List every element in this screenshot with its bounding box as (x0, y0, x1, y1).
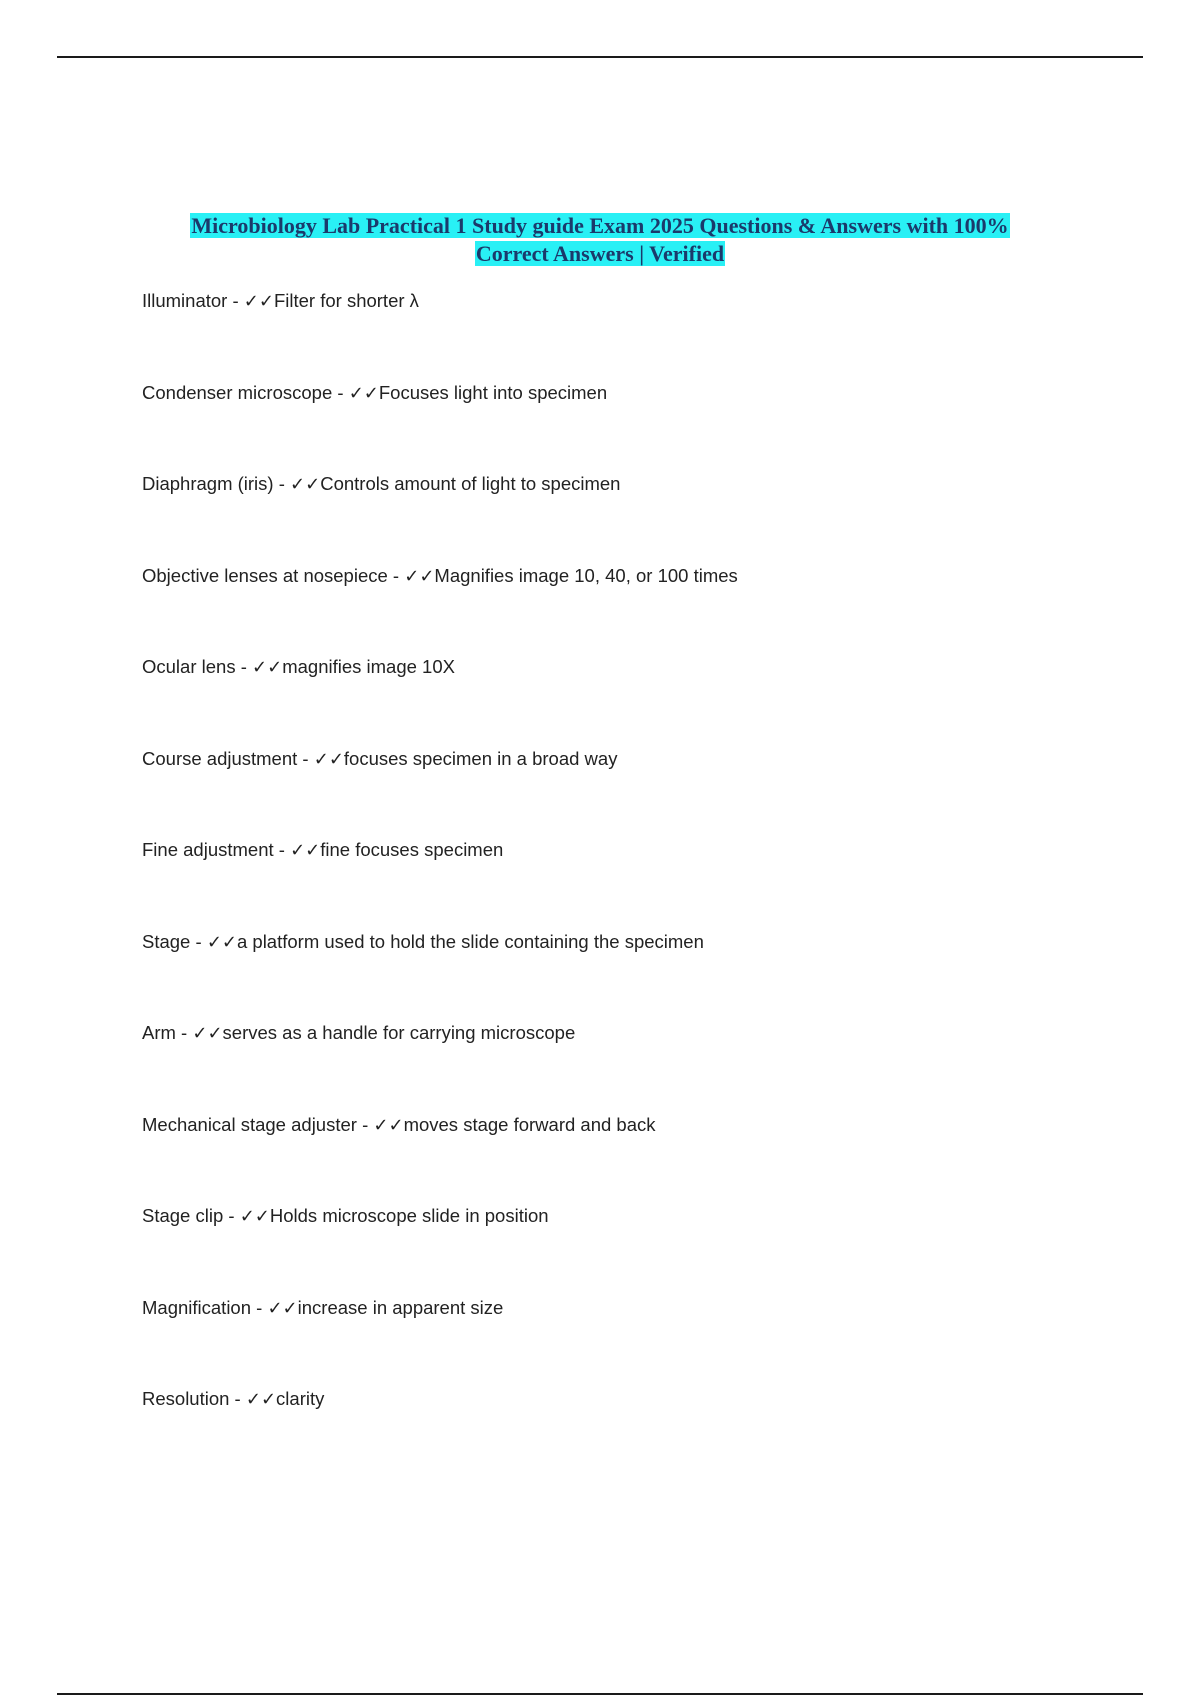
list-item (142, 652, 1102, 744)
separator: - (273, 473, 291, 494)
double-check-icon: ✓✓ (239, 1206, 270, 1227)
term-text: Magnification (142, 1296, 252, 1318)
separator: - (227, 290, 244, 311)
term-text: Diaphragm (iris) (142, 473, 274, 494)
term-text: Mechanical stage adjuster (142, 1113, 357, 1135)
list-item (142, 1293, 1102, 1385)
term-text: Objective lenses at nosepiece (142, 564, 388, 586)
separator: - (251, 1296, 268, 1318)
double-check-icon: ✓✓ (348, 382, 379, 404)
list-item (142, 1110, 1102, 1202)
term-text: Stage (142, 930, 191, 952)
double-check-icon: ✓✓ (192, 1023, 223, 1044)
answer-text: magnifies image 10X (282, 656, 455, 677)
separator: - (190, 930, 207, 952)
double-check-icon: ✓✓ (290, 840, 321, 861)
separator: - (235, 656, 253, 677)
double-check-icon: ✓✓ (243, 291, 274, 312)
double-check-icon: ✓✓ (290, 474, 321, 495)
answer-text: a platform used to hold the slide containing the specimen (236, 930, 704, 952)
qa-list (142, 286, 1102, 1476)
term-text: Ocular lens (142, 656, 236, 677)
separator: - (229, 1388, 246, 1409)
term-text: Fine adjustment (142, 839, 274, 860)
answer-text: Holds microscope slide in position (269, 1205, 549, 1226)
header-rule (57, 56, 1143, 58)
answer-text: serves as a handle for carrying microscope (222, 1022, 576, 1043)
double-check-icon: ✓✓ (252, 657, 283, 678)
separator: - (387, 564, 405, 586)
list-item (142, 835, 1102, 927)
double-check-icon: ✓✓ (373, 1114, 404, 1136)
double-check-icon: ✓✓ (404, 565, 435, 587)
separator: - (356, 1113, 374, 1135)
term-text: Illuminator (142, 290, 228, 311)
double-check-icon: ✓✓ (245, 1389, 277, 1410)
answer-text: Magnifies image 10, 40, or 100 times (434, 564, 738, 586)
list-item (142, 1018, 1102, 1110)
list-item (142, 469, 1102, 561)
document-title (140, 212, 1060, 268)
answer-text: Filter for shorter λ (273, 290, 419, 311)
separator: - (297, 747, 314, 769)
title-line-2: Correct Answers | Verified (475, 241, 725, 266)
separator: - (273, 839, 291, 860)
answer-text: clarity (276, 1388, 325, 1409)
list-item (142, 1384, 1102, 1476)
term-text: Stage clip (142, 1205, 224, 1226)
term-text: Resolution (142, 1388, 230, 1409)
answer-text: focuses specimen in a broad way (343, 747, 618, 769)
answer-text: fine focuses specimen (320, 839, 504, 860)
double-check-icon: ✓✓ (267, 1297, 298, 1319)
list-item (142, 286, 1102, 378)
list-item (142, 561, 1102, 653)
list-item (142, 378, 1102, 470)
list-item (142, 927, 1102, 1019)
separator: - (332, 381, 349, 403)
list-item (142, 1201, 1102, 1293)
answer-text: increase in apparent size (297, 1296, 504, 1318)
list-item (142, 744, 1102, 836)
double-check-icon: ✓✓ (206, 931, 237, 953)
term-text: Arm (142, 1022, 176, 1043)
separator: - (223, 1205, 240, 1226)
double-check-icon: ✓✓ (313, 748, 344, 770)
footer-rule (57, 1693, 1143, 1695)
answer-text: Controls amount of light to specimen (320, 473, 621, 494)
term-text: Course adjustment (142, 747, 298, 769)
answer-text: moves stage forward and back (403, 1113, 656, 1135)
term-text: Condenser microscope (142, 381, 333, 403)
separator: - (175, 1022, 193, 1043)
title-line-1: Microbiology Lab Practical 1 Study guide Exam 2025 Questions & Answers with 100% (191, 213, 1009, 238)
answer-text: Focuses light into specimen (378, 381, 608, 403)
